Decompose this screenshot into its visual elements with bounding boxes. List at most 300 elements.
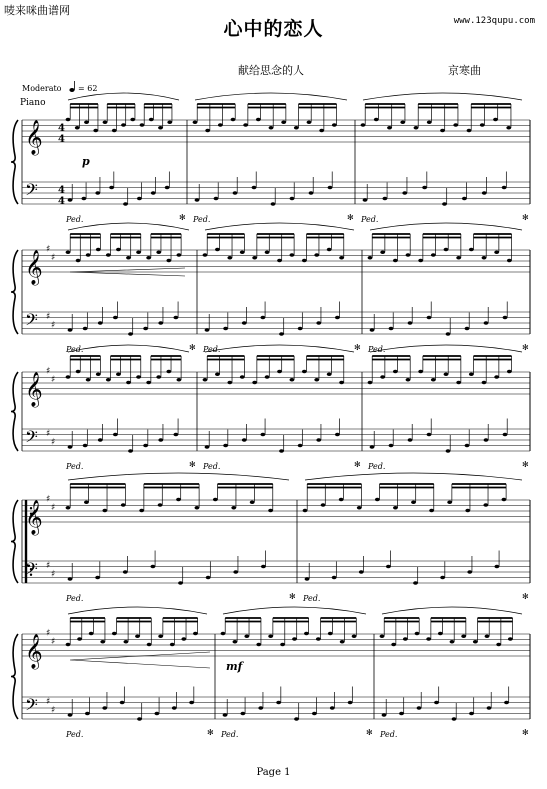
note-head (173, 316, 178, 320)
note-head (231, 506, 236, 510)
score-title: 心中的恋人 (223, 18, 324, 40)
note-head (444, 248, 449, 252)
note-head (303, 509, 308, 513)
note-head (305, 577, 310, 581)
note-head (83, 327, 88, 331)
pedal-mark: Ped. (66, 594, 84, 603)
slur (205, 223, 354, 230)
note-head (215, 248, 220, 252)
note-head (149, 118, 154, 122)
note-head (400, 120, 405, 124)
note-head (434, 701, 439, 705)
note-head (96, 248, 101, 252)
note-head (85, 712, 90, 716)
note-head (403, 637, 408, 641)
note-head (482, 381, 487, 385)
instrument-name: Piano (20, 98, 46, 108)
slur (223, 607, 366, 614)
sharp-icon: ♯ (51, 569, 56, 580)
note-head (429, 509, 434, 513)
note-head (302, 259, 307, 263)
note-head (332, 576, 337, 580)
note-head (143, 327, 148, 331)
note-head (193, 632, 198, 636)
tempo-marking: Moderato (22, 84, 62, 93)
note-head (269, 126, 274, 130)
pedal-mark: Ped. (368, 345, 386, 354)
note-head (431, 378, 436, 382)
pedal-release-icon: ✻ (289, 592, 296, 601)
note-head (214, 197, 219, 201)
note-head (294, 717, 299, 721)
note-head (68, 713, 73, 717)
note-head (465, 327, 470, 331)
note-head (223, 444, 228, 448)
sharp-icon: ♯ (46, 312, 51, 323)
note-head (156, 375, 161, 379)
treble-clef-icon: 𝄞 (25, 500, 43, 535)
note-head (76, 370, 81, 374)
sharp-icon: ♯ (51, 705, 56, 716)
note-head (279, 332, 284, 336)
note-head (256, 643, 261, 647)
note-head (290, 378, 295, 382)
note-head (281, 120, 286, 124)
note-head (408, 321, 413, 325)
note-head (382, 713, 387, 717)
note-head (418, 259, 423, 263)
note-head (277, 370, 282, 374)
note-head (427, 316, 432, 320)
note-head (240, 712, 245, 716)
note-head (98, 321, 103, 325)
brace (11, 372, 18, 451)
note-head (233, 191, 238, 195)
note-head (368, 256, 373, 260)
note-head (316, 321, 321, 325)
note-head (493, 118, 498, 122)
note-head (339, 256, 344, 260)
note-head (368, 381, 373, 385)
note-head (166, 370, 171, 374)
note-head (335, 433, 340, 437)
note-head (156, 250, 161, 254)
note-head (294, 126, 299, 130)
note-head (393, 370, 398, 374)
sharp-icon: ♯ (46, 561, 51, 572)
note-head (195, 506, 200, 510)
note-head (328, 632, 333, 636)
note-head (503, 433, 508, 437)
brace (11, 634, 18, 719)
note-head (503, 316, 508, 320)
note-head (265, 250, 270, 254)
note-head (415, 632, 420, 636)
note-head (298, 327, 303, 331)
note-head (442, 202, 447, 206)
slur (68, 93, 179, 100)
note-head (467, 570, 472, 574)
bass-clef-icon: 𝄢 (25, 179, 38, 204)
note-head (417, 706, 422, 710)
pedal-release-icon: ✻ (522, 460, 529, 469)
crescendo-hairpin (70, 652, 210, 668)
pedal-release-icon: ✻ (354, 460, 361, 469)
sharp-icon: ♯ (51, 502, 56, 513)
note-head (292, 637, 297, 641)
note-head (487, 706, 492, 710)
pedal-mark: Ped. (368, 462, 386, 471)
note-head (260, 433, 265, 437)
note-head (84, 120, 89, 124)
note-head (414, 126, 419, 130)
note-head (280, 643, 285, 647)
note-head (327, 248, 332, 252)
note-head (84, 500, 89, 504)
note-head (469, 372, 474, 376)
note-head (93, 129, 98, 133)
note-head (170, 643, 175, 647)
note-head (206, 576, 211, 580)
note-head (252, 186, 257, 190)
note-head (482, 191, 487, 195)
note-head (176, 498, 181, 502)
note-head (172, 706, 177, 710)
note-head (473, 640, 478, 644)
note-head (332, 123, 337, 127)
note-head (150, 565, 155, 569)
note-head (189, 701, 194, 705)
note-head (277, 259, 282, 263)
note-head (86, 253, 91, 257)
note-head (386, 565, 391, 569)
note-head (357, 506, 362, 510)
pedal-release-icon: ✻ (189, 460, 196, 469)
note-head (393, 506, 398, 510)
note-head (136, 375, 141, 379)
note-head (339, 381, 344, 385)
note-head (391, 643, 396, 647)
note-head (154, 712, 159, 716)
note-head (402, 191, 407, 195)
note-head (440, 129, 445, 133)
note-head (335, 316, 340, 320)
note-head (81, 197, 86, 201)
note-head (469, 712, 474, 716)
pedal-release-icon: ✻ (522, 592, 529, 601)
note-head (166, 259, 171, 263)
note-head (340, 640, 345, 644)
note-head (113, 316, 118, 320)
site-url: www.123qupu.com (453, 16, 535, 26)
note-head (268, 509, 273, 513)
note-head (382, 197, 387, 201)
note-head (203, 253, 208, 257)
note-head (66, 375, 71, 379)
sharp-icon: ♯ (51, 374, 56, 385)
note-head (256, 118, 261, 122)
sharp-icon: ♯ (46, 244, 51, 255)
note-head (316, 637, 321, 641)
pedal-mark: Ped. (66, 215, 84, 224)
note-head (218, 123, 223, 127)
note-head (167, 120, 172, 124)
note-head (504, 701, 509, 705)
note-head (66, 643, 71, 647)
note-head (483, 503, 488, 507)
note-head (261, 565, 266, 569)
time-signature-top: 4 (58, 123, 65, 134)
sharp-icon: ♯ (51, 636, 56, 647)
site-name: 唛来咪曲谱网 (4, 4, 70, 17)
note-head (242, 321, 247, 325)
note-head (240, 250, 245, 254)
note-head (124, 640, 129, 644)
note-head (484, 438, 489, 442)
note-head (370, 445, 375, 449)
bass-clef-icon: 𝄢 (25, 309, 38, 334)
note-head (203, 378, 208, 382)
note-head (374, 118, 379, 122)
sharp-icon: ♯ (46, 429, 51, 440)
pedal-mark: Ped. (361, 215, 379, 224)
note-head (231, 118, 236, 122)
note-head (380, 634, 385, 638)
note-head (151, 191, 156, 195)
note-head (393, 259, 398, 263)
note-head (240, 375, 245, 379)
note-head (456, 256, 461, 260)
note-head (271, 202, 276, 206)
sharp-icon: ♯ (46, 628, 51, 639)
note-head (508, 637, 513, 641)
note-head (319, 129, 324, 133)
note-head (215, 372, 220, 376)
note-head (68, 198, 73, 202)
note-head (361, 123, 366, 127)
note-head (68, 445, 73, 449)
note-head (158, 634, 163, 638)
note-head (482, 256, 487, 260)
pedal-release-icon: ✻ (179, 213, 186, 222)
note-head (66, 506, 71, 510)
note-head (465, 509, 470, 513)
note-head (380, 250, 385, 254)
note-head (290, 253, 295, 257)
note-head (66, 118, 71, 122)
pedal-mark: Ped. (66, 730, 84, 739)
note-head (109, 186, 114, 190)
note-head (339, 498, 344, 502)
treble-clef-icon: 𝄞 (25, 634, 43, 669)
note-head (461, 634, 466, 638)
brace (11, 120, 18, 204)
note-head (95, 191, 100, 195)
note-head (387, 126, 392, 130)
note-head (456, 381, 461, 385)
pedal-mark: Ped. (303, 594, 321, 603)
note-head (123, 202, 128, 206)
note-head (484, 321, 489, 325)
note-head (399, 712, 404, 716)
composer: 京寒曲 (448, 64, 481, 77)
pedal-mark: Ped. (203, 462, 221, 471)
note-head (465, 444, 470, 448)
note-head (243, 123, 248, 127)
treble-clef-icon: 𝄞 (25, 250, 43, 285)
note-head (130, 118, 135, 122)
note-head (205, 445, 210, 449)
note-head (121, 123, 126, 127)
slur (370, 345, 522, 352)
slur (68, 473, 289, 480)
sharp-icon: ♯ (51, 437, 56, 448)
pedal-mark: Ped. (193, 215, 211, 224)
note-head (173, 433, 178, 437)
brace (11, 250, 18, 334)
slur (68, 607, 207, 614)
bass-clef-icon: 𝄢 (25, 694, 38, 719)
note-head (66, 250, 71, 254)
note-head (314, 378, 319, 382)
bass-clef-icon: 𝄢 (25, 558, 38, 583)
note-head (321, 503, 326, 507)
pedal-release-icon: ✻ (522, 213, 529, 222)
note-head (440, 576, 445, 580)
note-head (462, 197, 467, 201)
treble-clef-icon: 𝄞 (25, 372, 43, 407)
slur (195, 93, 347, 100)
note-head (316, 438, 321, 442)
note-head (467, 129, 472, 133)
dedication: 献给思念的人 (238, 64, 304, 77)
time-signature-top: 4 (58, 185, 65, 196)
pedal-mark: Ped. (221, 730, 239, 739)
note-head (158, 503, 163, 507)
note-head (452, 717, 457, 721)
note-head (100, 640, 105, 644)
note-head (485, 634, 490, 638)
note-head (139, 509, 144, 513)
note-head (480, 123, 485, 127)
note-head (302, 370, 307, 374)
note-head (279, 449, 284, 453)
note-head (158, 321, 163, 325)
time-signature-bottom: 4 (58, 196, 65, 207)
note-head (140, 123, 145, 127)
bass-clef-icon: 𝄢 (25, 426, 38, 451)
note-head (506, 126, 511, 130)
note-head (106, 253, 111, 257)
note-head (427, 433, 432, 437)
note-head (244, 634, 249, 638)
note-head (123, 570, 128, 574)
pedal-release-icon: ✻ (522, 343, 529, 352)
note-head (314, 253, 319, 257)
note-head (507, 259, 512, 263)
note-head (328, 186, 333, 190)
note-head (89, 632, 94, 636)
note-head (380, 375, 385, 379)
note-head (444, 372, 449, 376)
note-head (103, 120, 108, 124)
note-head (227, 256, 232, 260)
note-head (112, 129, 117, 133)
note-head (363, 198, 368, 202)
sharp-icon: ♯ (51, 252, 56, 263)
dynamic-p: p (82, 155, 90, 168)
note-head (116, 372, 121, 376)
sharp-icon: ♯ (46, 366, 51, 377)
note-head (77, 637, 82, 641)
note-head (446, 332, 451, 336)
sharp-icon: ♯ (46, 494, 51, 505)
note-head (193, 120, 198, 124)
note-head (258, 706, 263, 710)
note-head (411, 500, 416, 504)
treble-clef-icon: 𝄞 (25, 120, 43, 155)
note-head (304, 632, 309, 636)
note-head (418, 370, 423, 374)
note-head (96, 372, 101, 376)
note-head (242, 438, 247, 442)
note-head (126, 256, 131, 260)
note-head (348, 701, 353, 705)
note-head (408, 438, 413, 442)
note-head (327, 372, 332, 376)
note-head (375, 498, 380, 502)
note-head (494, 375, 499, 379)
note-head (427, 120, 432, 124)
note-head (113, 433, 118, 437)
note-head (146, 381, 151, 385)
note-head (422, 186, 427, 190)
note-head (502, 498, 507, 502)
note-head (158, 438, 163, 442)
note-head (265, 375, 270, 379)
note-head (112, 632, 117, 636)
pedal-release-icon: ✻ (189, 343, 196, 352)
pedal-release-icon: ✻ (354, 343, 361, 352)
note-head (195, 198, 200, 202)
note-head (83, 444, 88, 448)
pedal-release-icon: ✻ (366, 728, 373, 737)
note-head (233, 570, 238, 574)
note-head (307, 120, 312, 124)
note-head (205, 328, 210, 332)
note-head (494, 565, 499, 569)
note-head (120, 701, 125, 705)
note-head (453, 123, 458, 127)
note-head (227, 381, 232, 385)
note-head (116, 248, 121, 252)
note-head (312, 712, 317, 716)
pedal-release-icon: ✻ (207, 728, 214, 737)
note-head (106, 378, 111, 382)
pedal-release-icon: ✻ (522, 728, 529, 737)
note-head (426, 637, 431, 641)
note-head (507, 370, 512, 374)
note-head (86, 378, 91, 382)
note-head (389, 444, 394, 448)
note-head (68, 577, 73, 581)
note-head (359, 570, 364, 574)
note-head (181, 637, 186, 641)
note-head (431, 253, 436, 257)
note-head (406, 378, 411, 382)
slur (305, 473, 522, 480)
note-head (165, 186, 170, 190)
